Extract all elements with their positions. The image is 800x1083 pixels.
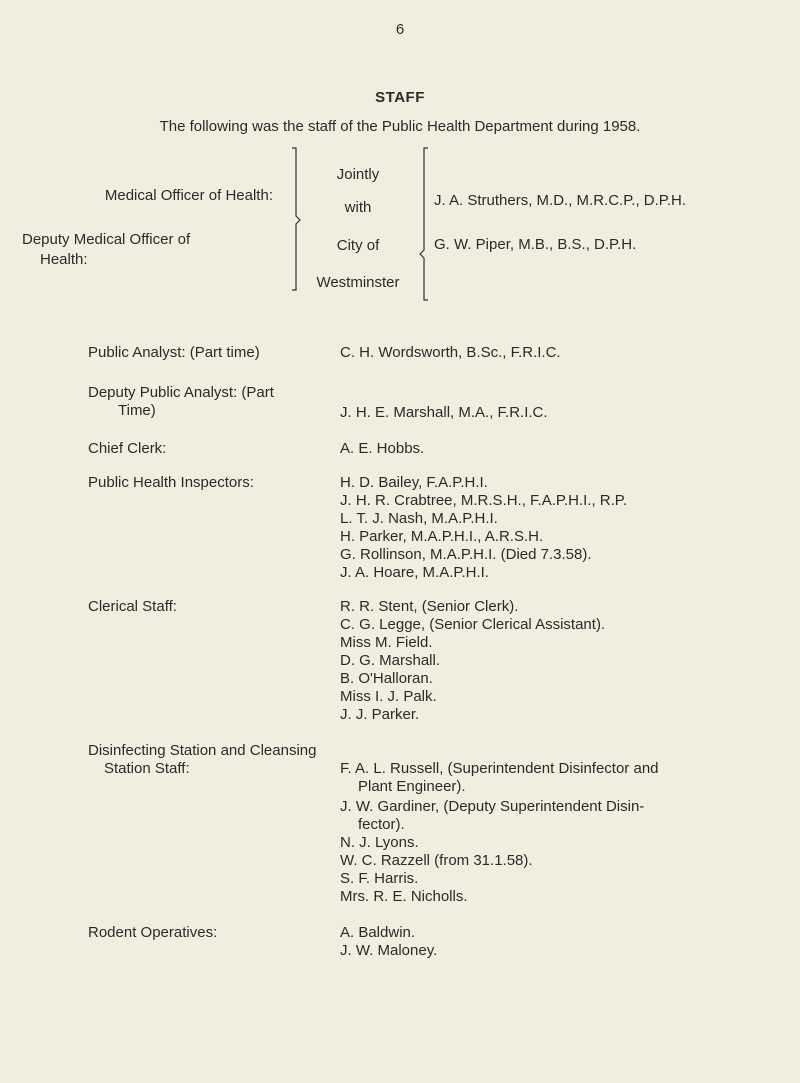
staff-entry: A. E. Hobbs. [340,440,425,457]
right-brace [416,146,432,304]
officer-name-piper: G. W. Piper, M.B., B.S., D.P.H. [434,236,637,253]
staff-entry: J. W. Gardiner, (Deputy Superintendent Disin- [340,798,645,815]
staff-entry: J. H. E. Marshall, M.A., F.R.I.C. [340,404,548,421]
staff-entry: D. G. Marshall. [340,652,441,669]
intro-text: The following was the staff of the Public Health Department during 1958. [159,118,641,135]
jointly-word-1: Jointly [336,166,380,183]
staff-entry: Miss M. Field. [340,634,433,651]
staff-entry: fector). [358,816,405,833]
staff-entry: C. H. Wordsworth, B.Sc., F.R.I.C. [340,344,561,361]
officer-title-deputy: Deputy Medical Officer of [22,231,191,248]
staff-entry: B. O'Halloran. [340,670,433,687]
staff-entry: J. H. R. Crabtree, M.R.S.H., F.A.P.H.I., R.P. [340,492,628,509]
officer-title-medical: Medical Officer of Health: [104,187,273,204]
staff-entry: R. R. Stent, (Senior Clerk). [340,598,519,615]
page-heading: STAFF [375,89,425,106]
officer-title-deputy-cont: Health: [40,251,88,268]
staff-entry: G. Rollinson, M.A.P.H.I. (Died 7.3.58). [340,546,592,563]
officer-name-struthers: J. A. Struthers, M.D., M.R.C.P., D.P.H. [434,192,687,209]
jointly-word-2: with [344,199,372,216]
section-label-rodent-operatives: Rodent Operatives: [88,924,218,941]
staff-entry: N. J. Lyons. [340,834,419,851]
section-label-deputy-public-analyst-cont: Time) [118,402,156,419]
staff-entry: J. J. Parker. [340,706,420,723]
staff-entry: Plant Engineer). [358,778,466,795]
staff-entry: J. W. Maloney. [340,942,438,959]
staff-entry: F. A. L. Russell, (Superintendent Disinfector and [340,760,659,777]
staff-entry: S. F. Harris. [340,870,419,887]
section-label-clerical-staff: Clerical Staff: [88,598,177,615]
section-label-public-analyst: Public Analyst: (Part time) [88,344,260,361]
staff-entry: J. A. Hoare, M.A.P.H.I. [340,564,489,581]
staff-entry: C. G. Legge, (Senior Clerical Assistant). [340,616,606,633]
staff-entry: H. D. Bailey, F.A.P.H.I. [340,474,488,491]
page-number: 6 [395,21,405,38]
staff-entry: W. C. Razzell (from 31.1.58). [340,852,533,869]
staff-entry: H. Parker, M.A.P.H.I., A.R.S.H. [340,528,544,545]
staff-entry: L. T. J. Nash, M.A.P.H.I. [340,510,498,527]
staff-entry: Mrs. R. E. Nicholls. [340,888,468,905]
left-brace [290,146,306,294]
section-label-chief-clerk: Chief Clerk: [88,440,167,457]
section-label-deputy-public-analyst: Deputy Public Analyst: (Part [88,384,274,401]
staff-entry: Miss I. J. Palk. [340,688,437,705]
jointly-word-4: Westminster [316,274,400,291]
staff-entry: A. Baldwin. [340,924,416,941]
section-label-public-health-inspectors: Public Health Inspectors: [88,474,254,491]
section-label-disinfecting-station: Disinfecting Station and Cleansing [88,742,317,759]
jointly-word-3: City of [336,237,380,254]
section-label-disinfecting-station-cont: Station Staff: [104,760,190,777]
